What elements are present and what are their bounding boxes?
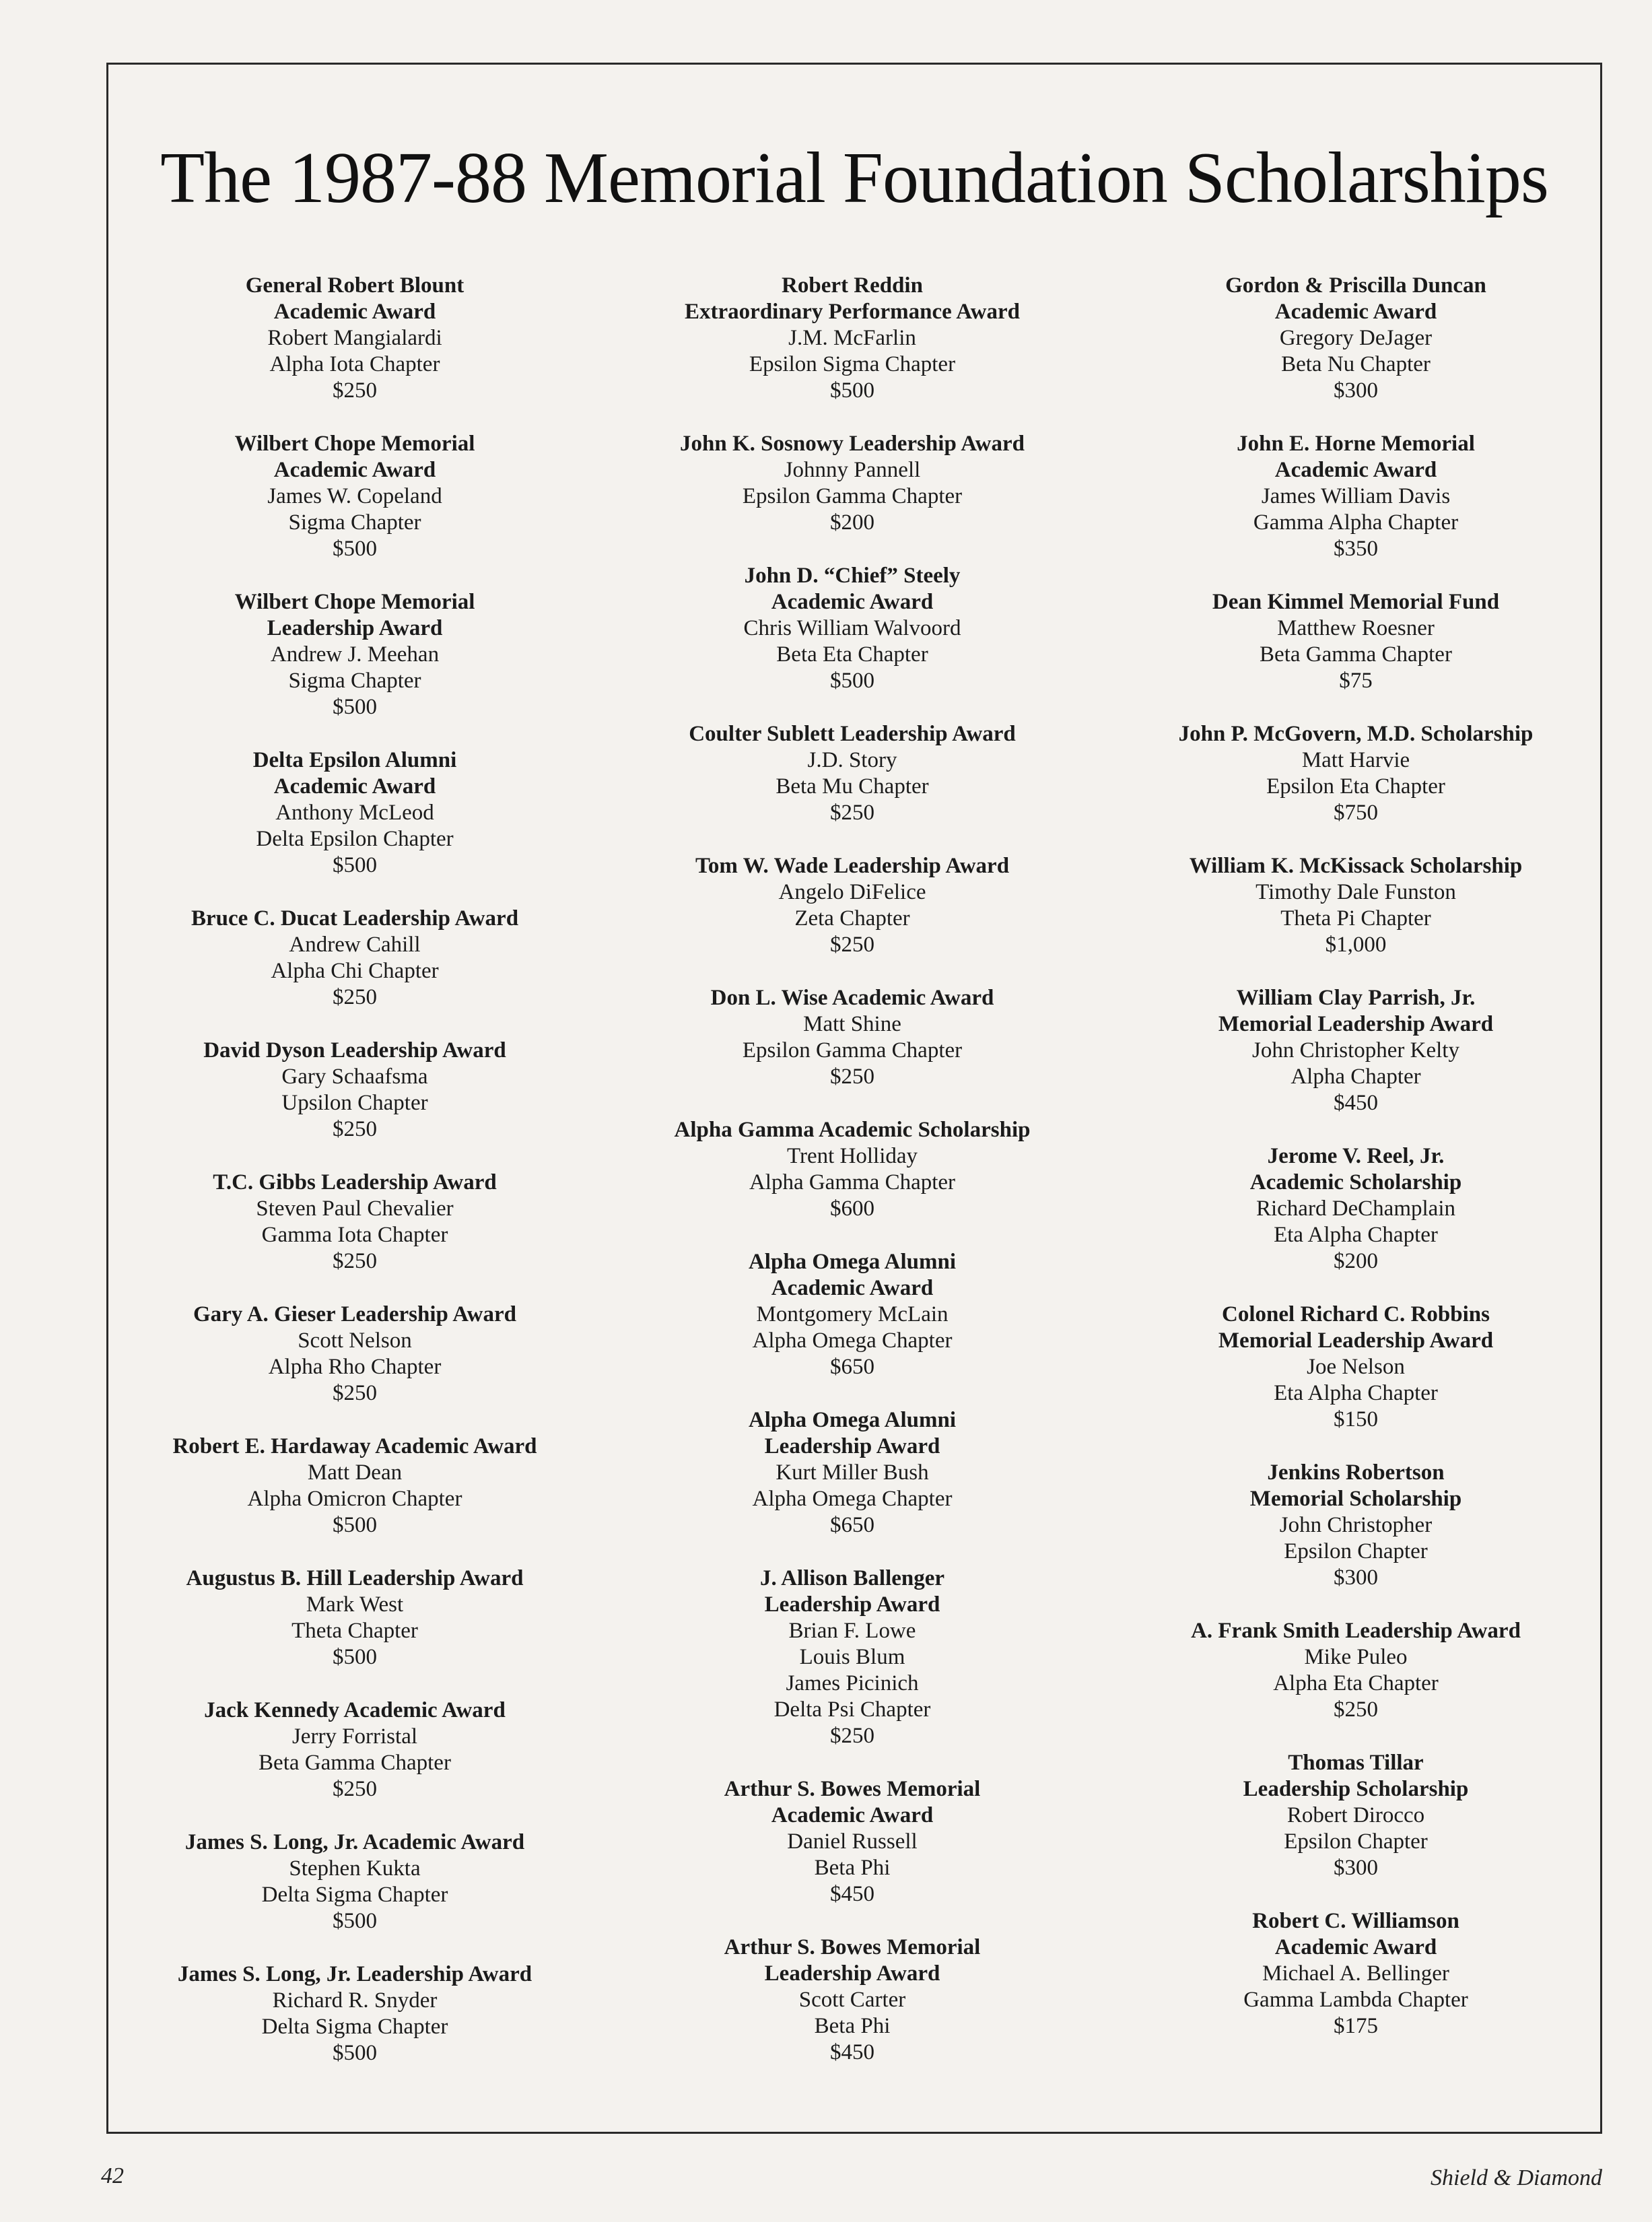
award-name: J. Allison Ballenger Leadership Award — [759, 1566, 945, 1617]
award-chapter: Gamma Alpha Chapter — [1253, 510, 1459, 535]
award-entry — [596, 1249, 1108, 1380]
award-chapter: Alpha Rho Chapter — [268, 1355, 442, 1379]
award-amount: $500 — [333, 853, 377, 877]
award-amount: $450 — [830, 2040, 874, 2064]
award-recipient: Andrew J. Meehan — [270, 642, 440, 667]
award-name: John E. Horne Memorial Academic Award — [1237, 432, 1475, 482]
award-entry — [596, 1117, 1108, 1222]
award-recipient: Anthony McLeod — [275, 801, 434, 825]
award-chapter: Epsilon Chapter — [1284, 1829, 1428, 1854]
award-chapter: Delta Psi Chapter — [773, 1697, 931, 1722]
award-amount: $250 — [333, 985, 377, 1009]
award-name: Don L. Wise Academic Award — [710, 986, 994, 1010]
award-amount: $75 — [1339, 669, 1373, 693]
award-chapter: Theta Pi Chapter — [1280, 906, 1431, 931]
awards-column-2 — [596, 273, 1108, 2093]
award-name: Jack Kennedy Academic Award — [204, 1698, 506, 1722]
award-chapter: Epsilon Gamma Chapter — [742, 1038, 963, 1063]
award-entry — [596, 1566, 1108, 1749]
award-recipient: Mike Puleo — [1304, 1645, 1408, 1669]
award-name: John D. “Chief” Steely Academic Award — [744, 564, 961, 614]
award-recipient: Kurt Miller Bush — [776, 1460, 929, 1485]
award-name: Bruce C. Ducat Leadership Award — [191, 906, 519, 931]
award-amount: $250 — [333, 1249, 377, 1273]
award-recipient: Brian F. Lowe — [788, 1619, 916, 1643]
award-chapter: Alpha Chi Chapter — [271, 959, 439, 983]
award-chapter: Alpha Gamma Chapter — [749, 1170, 956, 1194]
award-recipient: Steven Paul Chevalier — [256, 1197, 454, 1221]
magazine-name: Shield & Diamond — [1431, 2165, 1602, 2190]
award-chapter: Gamma Iota Chapter — [261, 1223, 448, 1247]
award-entry — [1100, 1908, 1612, 2040]
award-chapter: Delta Sigma Chapter — [261, 2015, 448, 2039]
award-chapter: Sigma Chapter — [288, 669, 421, 693]
award-recipient: James William Davis — [1261, 484, 1451, 508]
award-recipient: Joe Nelson — [1307, 1355, 1405, 1379]
award-recipient: Angelo DiFelice — [778, 880, 926, 904]
award-amount: $500 — [830, 378, 874, 403]
award-amount: $650 — [830, 1355, 874, 1379]
award-entry — [1100, 1618, 1612, 1723]
award-name: General Robert Blount Academic Award — [245, 273, 464, 324]
award-amount: $250 — [830, 1724, 874, 1748]
award-name: T.C. Gibbs Leadership Award — [213, 1170, 497, 1194]
award-name: Alpha Gamma Academic Scholarship — [674, 1118, 1031, 1142]
award-amount: $500 — [333, 695, 377, 719]
award-recipient: Scott Nelson — [298, 1328, 412, 1353]
award-name: A. Frank Smith Leadership Award — [1191, 1619, 1521, 1643]
award-recipient: James W. Copeland — [267, 484, 442, 508]
award-entry — [596, 853, 1108, 958]
award-entry — [99, 1038, 611, 1143]
award-chapter: Beta Gamma Chapter — [1260, 642, 1452, 667]
award-name: Robert Reddin Extraordinary Performance Award — [685, 273, 1020, 324]
award-amount: $450 — [830, 1882, 874, 1906]
award-amount: $750 — [1334, 801, 1378, 825]
award-name: Arthur S. Bowes Memorial Leadership Award — [724, 1935, 981, 1986]
award-chapter: Beta Nu Chapter — [1281, 352, 1431, 376]
award-recipient: Matt Harvie — [1301, 748, 1410, 772]
award-name: Alpha Omega Alumni Leadership Award — [748, 1408, 957, 1458]
award-name: Gordon & Priscilla Duncan Academic Award — [1225, 273, 1486, 324]
award-entry — [1100, 1143, 1612, 1275]
award-entry — [1100, 589, 1612, 694]
award-entry — [1100, 273, 1612, 404]
award-recipient: Jerry Forristal — [291, 1724, 418, 1749]
award-recipient: Matthew Roesner — [1277, 616, 1435, 640]
award-entry — [99, 1697, 611, 1803]
award-entry — [99, 273, 611, 404]
award-name: Wilbert Chope Memorial Academic Award — [234, 432, 475, 482]
award-name: Dean Kimmel Memorial Fund — [1212, 590, 1500, 614]
award-amount: $500 — [333, 1909, 377, 1933]
award-name: Thomas Tillar Leadership Scholarship — [1243, 1751, 1469, 1801]
awards-column-1 — [99, 273, 611, 2093]
award-entry — [596, 431, 1108, 536]
award-name: James S. Long, Jr. Academic Award — [184, 1830, 525, 1854]
award-entry — [596, 1407, 1108, 1539]
award-recipient: Trent Holliday — [786, 1144, 918, 1168]
award-recipient: Andrew Cahill — [289, 933, 421, 957]
page-title: The 1987-88 Memorial Foundation Scholarships — [160, 138, 1548, 218]
award-entry — [99, 431, 611, 562]
award-amount: $500 — [333, 1513, 377, 1537]
award-chapter: Beta Eta Chapter — [776, 642, 928, 667]
award-entry — [596, 1776, 1108, 1908]
award-amount: $250 — [830, 933, 874, 957]
award-chapter: Beta Gamma Chapter — [259, 1751, 451, 1775]
award-chapter: Beta Mu Chapter — [776, 774, 929, 799]
award-recipient: Mark West — [306, 1592, 404, 1617]
award-entry — [99, 1829, 611, 1934]
award-entry — [596, 721, 1108, 826]
award-recipient: Johnny Pannell — [784, 458, 921, 482]
award-name: James S. Long, Jr. Leadership Award — [177, 1962, 532, 1986]
award-entry — [99, 1170, 611, 1275]
award-entry — [1100, 721, 1612, 826]
award-recipient: Scott Carter — [798, 1988, 906, 2012]
award-recipient: Timothy Dale Funston — [1255, 880, 1456, 904]
award-name: Jenkins Robertson Memorial Scholarship — [1249, 1460, 1462, 1511]
award-entry — [596, 985, 1108, 1090]
award-name: Wilbert Chope Memorial Leadership Award — [234, 590, 475, 640]
awards-column-3 — [1100, 273, 1612, 2066]
award-chapter: Eta Alpha Chapter — [1274, 1223, 1438, 1247]
award-amount: $500 — [830, 669, 874, 693]
award-entry — [596, 1934, 1108, 2066]
award-recipient: Montgomery McLain — [756, 1302, 949, 1326]
award-amount: $500 — [333, 1645, 377, 1669]
award-chapter: Epsilon Gamma Chapter — [742, 484, 963, 508]
award-recipient: Robert Mangialardi — [267, 326, 442, 350]
award-chapter: Sigma Chapter — [288, 510, 421, 535]
award-chapter: Zeta Chapter — [794, 906, 910, 931]
award-amount: $250 — [333, 1777, 377, 1801]
award-recipient: Louis Blum — [799, 1645, 905, 1669]
award-amount: $200 — [830, 510, 874, 535]
award-name: Robert C. Williamson Academic Award — [1252, 1909, 1459, 1959]
award-chapter: Epsilon Eta Chapter — [1266, 774, 1445, 799]
award-name: David Dyson Leadership Award — [203, 1038, 506, 1063]
award-chapter: Alpha Omicron Chapter — [247, 1487, 462, 1511]
award-amount: $200 — [1334, 1249, 1378, 1273]
award-recipient: Stephen Kukta — [289, 1856, 421, 1881]
award-name: Augustus B. Hill Leadership Award — [186, 1566, 524, 1590]
award-chapter: Beta Phi — [814, 2014, 891, 2038]
award-amount: $350 — [1334, 537, 1378, 561]
award-name: William K. McKissack Scholarship — [1189, 854, 1523, 878]
award-entry — [1100, 1460, 1612, 1591]
award-amount: $250 — [1334, 1697, 1378, 1722]
award-amount: $250 — [333, 1381, 377, 1405]
award-amount: $150 — [1334, 1407, 1378, 1432]
award-amount: $650 — [830, 1513, 874, 1537]
award-name: William Clay Parrish, Jr. Memorial Leadership Award — [1218, 986, 1494, 1036]
award-recipient: J.D. Story — [807, 748, 897, 772]
award-name: Tom W. Wade Leadership Award — [695, 854, 1010, 878]
award-recipient: Richard R. Snyder — [272, 1988, 438, 2013]
award-amount: $300 — [1334, 1566, 1378, 1590]
award-chapter: Theta Chapter — [291, 1619, 418, 1643]
award-recipient: Gary Schaafsma — [281, 1065, 428, 1089]
award-name: Gary A. Gieser Leadership Award — [193, 1302, 516, 1326]
award-recipient: Richard DeChamplain — [1255, 1197, 1455, 1221]
award-entry — [99, 1434, 611, 1539]
award-chapter: Alpha Omega Chapter — [752, 1487, 953, 1511]
award-recipient: Robert Dirocco — [1286, 1803, 1425, 1827]
award-recipient: Gregory DeJager — [1279, 326, 1433, 350]
award-chapter: Epsilon Sigma Chapter — [749, 352, 956, 376]
award-name: Delta Epsilon Alumni Academic Award — [252, 748, 457, 799]
award-name: Coulter Sublett Leadership Award — [689, 722, 1016, 746]
award-chapter: Alpha Omega Chapter — [752, 1328, 953, 1353]
award-entry — [1100, 985, 1612, 1116]
award-recipient: Matt Dean — [307, 1460, 403, 1485]
award-entry — [596, 563, 1108, 694]
award-entry — [1100, 431, 1612, 562]
award-amount: $250 — [333, 1117, 377, 1141]
award-amount: $300 — [1334, 1856, 1378, 1880]
award-entry — [99, 1566, 611, 1671]
award-name: Alpha Omega Alumni Academic Award — [748, 1250, 957, 1300]
award-entry — [1100, 853, 1612, 958]
award-chapter: Alpha Chapter — [1290, 1065, 1421, 1089]
award-name: John K. Sosnowy Leadership Award — [680, 432, 1025, 456]
award-recipient: James Picinich — [786, 1671, 919, 1695]
award-recipient: Chris William Walvoord — [743, 616, 961, 640]
award-chapter: Epsilon Chapter — [1284, 1539, 1428, 1563]
award-chapter: Delta Epsilon Chapter — [256, 827, 454, 851]
award-amount: $500 — [333, 2041, 377, 2065]
award-amount: $600 — [830, 1197, 874, 1221]
award-name: Colonel Richard C. Robbins Memorial Leadership Award — [1218, 1302, 1494, 1353]
award-name: Jerome V. Reel, Jr. Academic Scholarship — [1249, 1144, 1462, 1194]
award-recipient: John Christopher — [1279, 1513, 1433, 1537]
award-amount: $450 — [1334, 1091, 1378, 1115]
award-amount: $500 — [333, 537, 377, 561]
award-name: Robert E. Hardaway Academic Award — [172, 1434, 537, 1458]
award-amount: $250 — [830, 801, 874, 825]
award-chapter: Gamma Lambda Chapter — [1243, 1988, 1468, 2012]
award-chapter: Eta Alpha Chapter — [1274, 1381, 1438, 1405]
award-entry — [596, 273, 1108, 404]
award-recipient: Matt Shine — [803, 1012, 901, 1036]
award-amount: $1,000 — [1325, 933, 1387, 957]
page-number: 42 — [101, 2163, 124, 2188]
award-recipient: Daniel Russell — [787, 1829, 918, 1854]
award-recipient: Michael A. Bellinger — [1262, 1961, 1449, 1986]
award-entry — [99, 906, 611, 1011]
award-entry — [99, 747, 611, 879]
award-chapter: Upsilon Chapter — [281, 1091, 428, 1115]
award-chapter: Delta Sigma Chapter — [261, 1883, 448, 1907]
award-amount: $300 — [1334, 378, 1378, 403]
award-entry — [99, 589, 611, 720]
award-recipient: J.M. McFarlin — [788, 326, 916, 350]
award-name: Arthur S. Bowes Memorial Academic Award — [724, 1777, 981, 1827]
award-entry — [99, 1302, 611, 1407]
award-amount: $175 — [1334, 2014, 1378, 2038]
award-amount: $250 — [830, 1065, 874, 1089]
award-entry — [99, 1961, 611, 2066]
award-name: John P. McGovern, M.D. Scholarship — [1178, 722, 1534, 746]
award-chapter: Alpha Iota Chapter — [269, 352, 440, 376]
award-recipient: John Christopher Kelty — [1252, 1038, 1459, 1063]
award-entry — [1100, 1302, 1612, 1433]
award-amount: $250 — [333, 378, 377, 403]
award-chapter: Alpha Eta Chapter — [1273, 1671, 1439, 1695]
award-chapter: Beta Phi — [814, 1856, 891, 1880]
award-entry — [1100, 1750, 1612, 1881]
